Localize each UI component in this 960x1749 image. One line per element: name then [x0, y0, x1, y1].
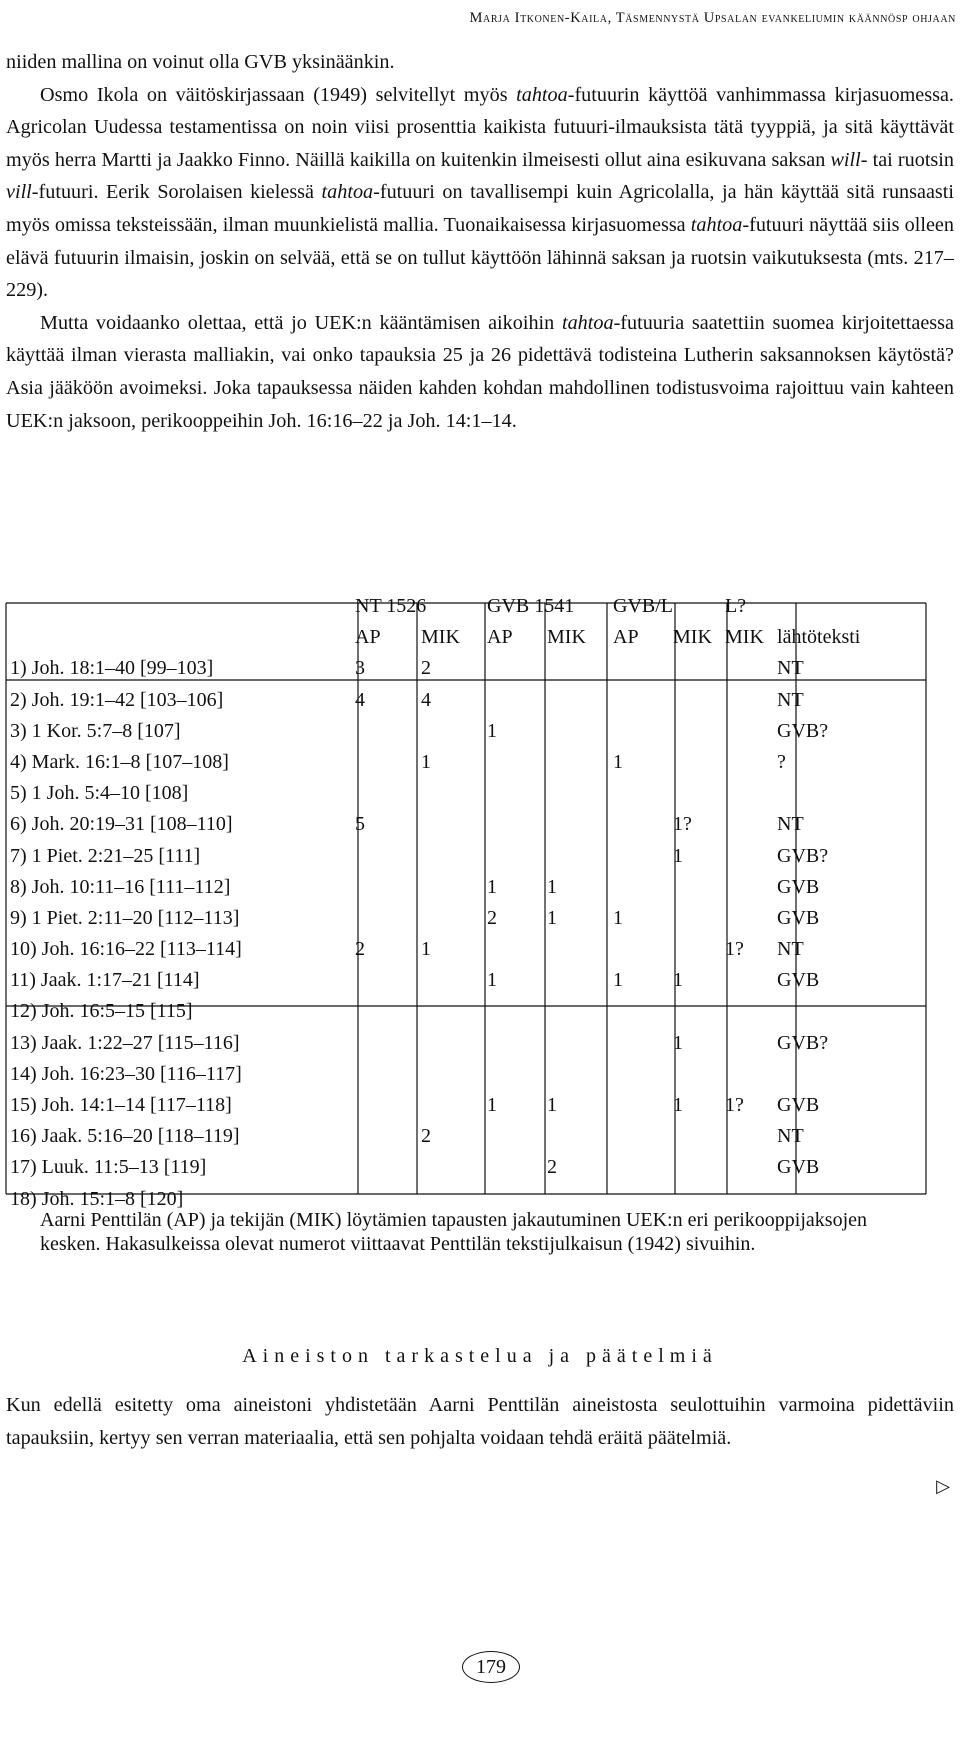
table-caption: Aarni Penttilän (AP) ja tekijän (MIK) löytämien tapausten jakautuminen UEK:n eri perikooppijaksojen kesken. Hakasulkeissa olevat numerot viittaavat Penttilän tekstijulkaisun (1942) sivuihin.	[40, 1209, 868, 1255]
table-cell	[773, 1179, 928, 1210]
row-label: 17) Luuk. 11:5–13 [119]	[10, 1156, 207, 1179]
table-cell: 1	[613, 750, 624, 773]
table-cell	[609, 774, 669, 805]
table-cell	[483, 1055, 543, 1086]
row-label: 1) Joh. 18:1–40 [99–103]	[10, 657, 214, 680]
table-cell	[543, 1055, 609, 1086]
table-cell	[721, 1055, 773, 1086]
table-cell	[351, 1117, 417, 1148]
table-cell	[483, 992, 543, 1023]
running-header: Marja Itkonen-Kaila, Täsmennystä Upsalan evankeliumin käännösp ohjaan	[469, 10, 956, 26]
table-cell	[417, 774, 483, 805]
table-cell	[543, 930, 609, 961]
table-cell	[483, 649, 543, 680]
table-cell: GVB?	[777, 844, 829, 867]
table-cell	[351, 1055, 417, 1086]
table-cell	[417, 805, 483, 836]
group-header: NT 1526	[355, 595, 427, 617]
table-cell	[669, 930, 721, 961]
table-cell	[669, 1148, 721, 1179]
column-header: lähtöteksti	[777, 626, 861, 649]
group-header: GVB/L	[613, 595, 674, 617]
row-label: 16) Jaak. 5:16–20 [118–119]	[10, 1125, 240, 1148]
table-cell	[721, 649, 773, 680]
table-cell	[543, 649, 609, 680]
column-header: AP	[613, 626, 639, 649]
row-label: 4) Mark. 16:1–8 [107–108]	[10, 750, 229, 773]
table-cell: GVB	[777, 906, 820, 929]
table-cell	[669, 712, 721, 743]
table-cell	[351, 1148, 417, 1179]
table-cell	[609, 1179, 669, 1210]
text-run: Mutta voidaanko olettaa, että jo UEK:n kääntämisen aikoihin	[40, 311, 562, 334]
table-cell	[669, 680, 721, 711]
table-cell	[721, 712, 773, 743]
table-cell	[417, 1179, 483, 1210]
table-cell	[609, 992, 669, 1023]
table-cell	[609, 868, 669, 899]
table-cell	[773, 774, 928, 805]
table-cell	[721, 961, 773, 992]
table-cell	[351, 992, 417, 1023]
table-cell	[483, 1179, 543, 1210]
row-label: 8) Joh. 10:11–16 [111–112]	[10, 875, 231, 898]
row-label: 7) 1 Piet. 2:21–25 [111]	[10, 844, 201, 867]
table-row	[6, 930, 928, 961]
table-row	[6, 712, 928, 743]
table-cell: 1	[673, 844, 684, 867]
body-text	[6, 46, 954, 437]
table-cell	[417, 868, 483, 899]
conclusion-paragraph	[6, 1389, 954, 1454]
text-run: -futuurin käyttöä vanhimmassa kirjasuomessa. Agricolan Uudessa testamentissa on noin viisi prosenttia kaikista futuuri-ilmauksista tätä tyyppiä, ja sitä käyttävät myös herra Martti ja Jaakko Finno. Näillä kaikilla on kuitenkin ilmeisesti ollut aina esikuvana saksan	[6, 83, 954, 171]
table-cell	[351, 1086, 417, 1117]
table-cell	[351, 712, 417, 743]
table-cell	[609, 1023, 669, 1054]
table-cell	[721, 992, 773, 1023]
table-cell	[721, 774, 773, 805]
table-cell	[669, 649, 721, 680]
group-header: L?	[725, 595, 747, 617]
table-cell: 1	[487, 969, 497, 992]
table-cell: 5	[355, 813, 365, 836]
group-header-empty	[773, 564, 928, 618]
table-cell: NT	[777, 813, 804, 836]
table-cell	[351, 961, 417, 992]
table-cell: 2	[355, 938, 365, 961]
table-row	[6, 649, 928, 680]
column-header: MIK	[725, 626, 764, 649]
table-cell	[417, 1148, 483, 1179]
perikope-table	[6, 564, 928, 1211]
row-label: 15) Joh. 14:1–14 [117–118]	[10, 1094, 232, 1116]
table-cell	[543, 1117, 609, 1148]
table-cell	[417, 1055, 483, 1086]
row-label: 3) 1 Kor. 5:7–8 [107]	[10, 719, 181, 742]
paragraph-2	[6, 79, 954, 307]
table-cell	[351, 868, 417, 899]
column-header: AP	[355, 626, 381, 649]
row-label: 9) 1 Piet. 2:11–20 [112–113]	[10, 906, 240, 929]
table-cell	[483, 743, 543, 774]
table-cell	[609, 836, 669, 867]
table-row	[6, 1117, 928, 1148]
table-row	[6, 774, 928, 805]
table-cell: GVB	[777, 1094, 820, 1116]
table-cell	[417, 992, 483, 1023]
table-cell	[543, 680, 609, 711]
table-cell: GVB?	[777, 719, 829, 742]
row-label: 6) Joh. 20:19–31 [108–110]	[10, 813, 233, 836]
table-cell	[543, 992, 609, 1023]
row-label: 12) Joh. 16:5–15 [115]	[10, 1000, 193, 1023]
table-cell	[721, 743, 773, 774]
table-cell: 1	[547, 1094, 557, 1116]
table-cell	[483, 836, 543, 867]
table-cell: NT	[777, 688, 804, 711]
emphasis: vill-	[6, 181, 39, 204]
table-cell	[417, 1086, 483, 1117]
table-cell: 1	[487, 719, 497, 742]
column-header: AP	[487, 626, 513, 649]
table-cell: 4	[355, 688, 365, 711]
table-cell: 1	[673, 1031, 684, 1054]
table-row	[6, 1148, 928, 1179]
table-cell	[417, 961, 483, 992]
table-row	[6, 1179, 928, 1210]
table-cell	[543, 743, 609, 774]
table-cell: NT	[777, 938, 804, 961]
table-cell: 1?	[673, 813, 692, 836]
table-cell: 1	[487, 875, 497, 898]
table-cell	[351, 836, 417, 867]
table-cell	[609, 649, 669, 680]
table-column-header	[6, 618, 928, 649]
paragraph-3	[6, 307, 954, 437]
text-run: Osmo Ikola on väitöskirjassaan (1949) selvitellyt myös	[40, 83, 517, 106]
text-run: tai ruotsin	[867, 148, 954, 171]
table-cell: 1	[613, 969, 624, 992]
table-row	[6, 899, 928, 930]
table-cell	[417, 836, 483, 867]
table-row	[6, 743, 928, 774]
page-number: 179	[462, 1651, 520, 1683]
table-cell	[669, 899, 721, 930]
table-cell	[417, 712, 483, 743]
table-corner	[6, 564, 351, 618]
column-header: MIK	[421, 626, 460, 649]
table-cell: 1	[673, 969, 684, 992]
table-cell	[609, 1148, 669, 1179]
table-cell	[483, 680, 543, 711]
table-cell	[669, 1117, 721, 1148]
paragraph-1	[6, 46, 954, 79]
table-cell	[543, 961, 609, 992]
emphasis: tahtoa	[321, 181, 374, 204]
table-cell	[609, 805, 669, 836]
row-label: 18) Joh. 15:1–8 [120]	[10, 1187, 184, 1210]
table-cell	[543, 1179, 609, 1210]
table-cell: NT	[777, 1125, 804, 1148]
text-run: futuuri. Eerik Sorolaisen kielessä	[38, 181, 322, 204]
table-cell	[543, 712, 609, 743]
table-cell	[351, 743, 417, 774]
table-cell	[609, 712, 669, 743]
table-cell	[543, 805, 609, 836]
table-cell	[483, 805, 543, 836]
emphasis: tahtoa	[561, 311, 614, 334]
table-cell	[483, 1023, 543, 1054]
table-cell	[721, 836, 773, 867]
text-run: -futuuri näyttää siis olleen elävä futuurin ilmaisin, joskin on selvää, että se on tullut käyttöön lähinnä saksan ja ruotsin vaikutuksesta (mts. 217–229).	[6, 213, 954, 302]
table-cell	[669, 1179, 721, 1210]
table-row	[6, 1023, 928, 1054]
table-cell: 2	[421, 657, 431, 680]
table-cell: GVB	[777, 875, 820, 898]
conclusion-text: Kun edellä esitetty oma aineistoni yhdistetään Aarni Penttilän aineistosta seulottuihin varmoina pidettäviin tapauksiin, kertyy sen verran materiaalia, että sen pohjalta voidaan tehdä eräitä päätelmiä.	[6, 1394, 954, 1449]
text-run: -futuuria saatettiin suomea kirjoitettaessa käyttää ilman vierasta malliakin, vai onko tapauksia 25 ja 26 pidettävä todisteina Lutherin saksannoksen käytöstä? Asia jääköön avoimeksi. Joka tapauksessa näiden kahden kohdan mahdollinen todistusvoima rajoittuu vain kahteen UEK:n jaksoon, perikooppeihin Joh. 16:16–22 ja Joh. 14:1–14.	[6, 311, 954, 432]
column-header: MIK	[673, 626, 712, 649]
table-cell	[609, 680, 669, 711]
table-cell	[483, 1117, 543, 1148]
next-page-icon: ▷	[936, 1476, 950, 1496]
row-label: 14) Joh. 16:23–30 [116–117]	[10, 1062, 242, 1085]
table-row	[6, 992, 928, 1023]
table-cell: 1	[673, 1094, 684, 1116]
column-header: MIK	[547, 626, 586, 649]
table-cell: 1	[421, 750, 431, 773]
table-cell	[721, 899, 773, 930]
table-cell	[721, 1023, 773, 1054]
table-cell	[721, 805, 773, 836]
table-cell: GVB?	[777, 1031, 829, 1054]
table-cell	[483, 930, 543, 961]
table-cell	[351, 899, 417, 930]
table-row	[6, 1055, 928, 1086]
table-cell	[543, 836, 609, 867]
table-cell: 4	[421, 688, 431, 711]
table-cell	[669, 774, 721, 805]
table-cell: 1	[547, 906, 557, 929]
table-cell	[721, 1117, 773, 1148]
table-row	[6, 1086, 928, 1117]
table-cell	[721, 1148, 773, 1179]
table-cell	[669, 1055, 721, 1086]
paragraph-1-text: niiden mallina on voinut olla GVB yksinäänkin.	[6, 51, 395, 73]
table-cell	[483, 774, 543, 805]
section-heading: Aineiston tarkastelua ja päätelmiä	[242, 1345, 718, 1367]
emphasis: tahtoa	[516, 83, 568, 106]
table-cell	[669, 992, 721, 1023]
table-cell: 1	[487, 1094, 497, 1116]
emphasis: tahtoa	[690, 213, 743, 236]
table-cell: 1?	[725, 1094, 744, 1116]
table-cell: 1	[613, 906, 624, 929]
table-cell	[417, 1023, 483, 1054]
table-cell	[721, 680, 773, 711]
table-cell	[543, 1023, 609, 1054]
table-cell	[609, 1117, 669, 1148]
emphasis: will-	[830, 148, 868, 171]
table-cell	[351, 774, 417, 805]
table-cell	[773, 1055, 928, 1086]
table-cell: NT	[777, 657, 804, 680]
table-cell: GVB	[777, 1156, 820, 1179]
table-cell	[773, 992, 928, 1023]
table-cell	[669, 868, 721, 899]
row-label: 13) Jaak. 1:22–27 [115–116]	[10, 1031, 240, 1054]
table-cell: GVB	[777, 969, 820, 992]
table-cell	[483, 1148, 543, 1179]
table-cell: 2	[547, 1156, 557, 1179]
table-row	[6, 868, 928, 899]
row-label: 10) Joh. 16:16–22 [113–114]	[10, 938, 242, 961]
table-cell	[417, 899, 483, 930]
table-cell: 2	[487, 906, 497, 929]
table-cell	[609, 1086, 669, 1117]
table-cell	[351, 1179, 417, 1210]
row-label: 11) Jaak. 1:17–21 [114]	[10, 969, 200, 992]
table-cell: 2	[421, 1125, 431, 1148]
table-corner	[6, 618, 351, 649]
table-row	[6, 836, 928, 867]
table-cell: 1?	[725, 938, 744, 961]
text-run: -futuuri on tavallisempi kuin Agricolalla, ja hän käyttää sitä runsaasti myös omissa teksteissään, ilman muunkielistä mallia. Tuonaikaisessa kirjasuomessa	[6, 181, 954, 236]
table-cell	[721, 868, 773, 899]
table-cell	[609, 1055, 669, 1086]
table-cell	[669, 743, 721, 774]
table-row	[6, 805, 928, 836]
table-row	[6, 680, 928, 711]
row-label: 5) 1 Joh. 5:4–10 [108]	[10, 782, 189, 805]
table-cell: 3	[355, 657, 365, 680]
table-cell: 1	[421, 938, 431, 961]
table-cell	[609, 930, 669, 961]
group-header: GVB 1541	[487, 595, 575, 617]
table-row	[6, 961, 928, 992]
table-cell	[543, 774, 609, 805]
table-cell	[721, 1179, 773, 1210]
table-group-header	[6, 564, 928, 618]
table-cell: ?	[777, 750, 786, 773]
table-cell	[351, 1023, 417, 1054]
table-cell: 1	[547, 875, 557, 898]
row-label: 2) Joh. 19:1–42 [103–106]	[10, 688, 224, 711]
